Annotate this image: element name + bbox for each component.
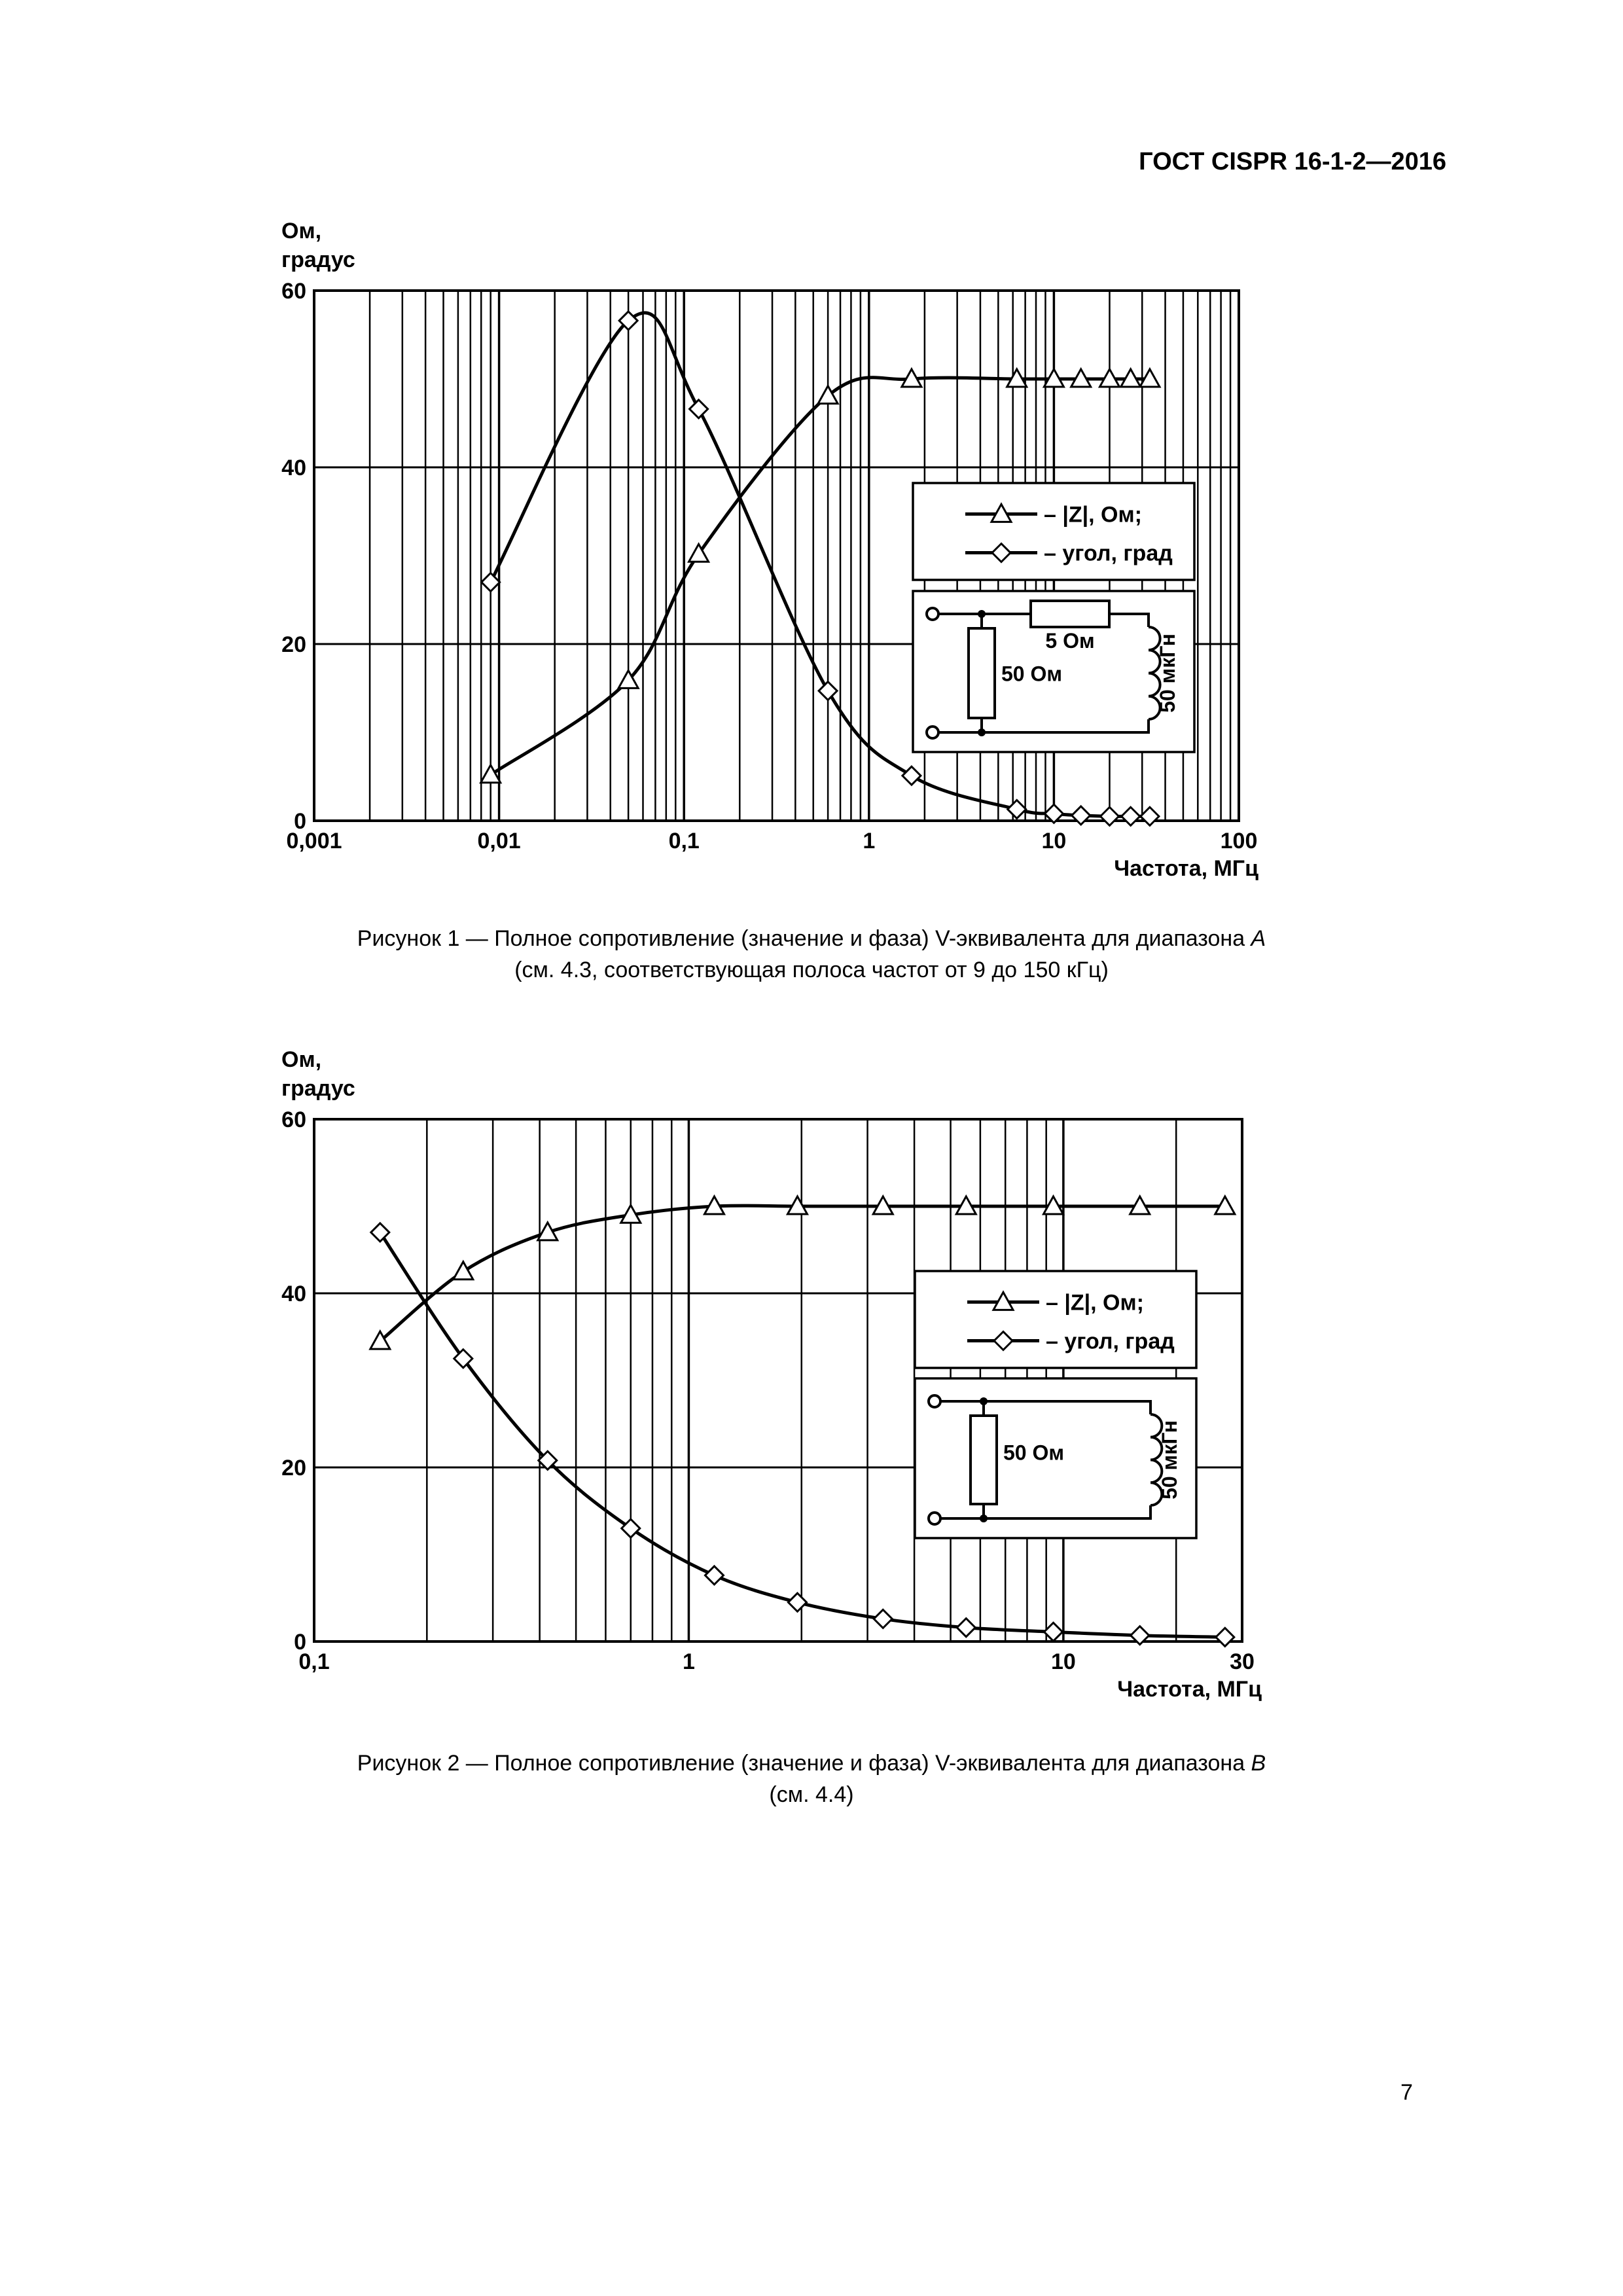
figure-2-caption-range: B bbox=[1251, 1751, 1266, 1776]
chart-1-diamond-point bbox=[690, 400, 708, 418]
chart-1-x-axis-label: Частота, МГц bbox=[1114, 856, 1258, 881]
figure-1-caption-prefix: Рисунок 1 — Полное сопротивление (значение и фаза) V-эквивалента для диапазона bbox=[357, 926, 1251, 951]
chart-1-x-tick-label: 10 bbox=[1041, 829, 1067, 853]
chart-1-y-tick-label: 60 bbox=[281, 279, 306, 304]
chart-1-series-resistor-label: 5 Ом bbox=[1045, 629, 1095, 653]
chart-1-x-tick-label: 100 bbox=[1220, 829, 1258, 853]
chart-1-shunt-resistor-label: 50 Ом bbox=[1001, 662, 1063, 686]
chart-2-terminal-top bbox=[929, 1395, 940, 1407]
chart-2-circuit-diagram bbox=[915, 1378, 1196, 1538]
chart-2-x-tick-label: 0,1 bbox=[298, 1649, 330, 1674]
chart-1-x-tick-label: 0,01 bbox=[477, 829, 521, 853]
figure-1-caption-line2: (см. 4.3, соответствующая полоса частот от 9 до 150 кГц) bbox=[514, 958, 1109, 982]
chart-1-series-resistor bbox=[1031, 601, 1109, 627]
chart-2-y-tick-label: 60 bbox=[281, 1107, 306, 1132]
chart-2-x-tick-label: 10 bbox=[1050, 1649, 1076, 1674]
chart-2-triangle-point bbox=[454, 1262, 473, 1280]
chart-2-y-axis-label-line2: градус bbox=[281, 1076, 355, 1101]
chart-2-shunt-resistor bbox=[971, 1416, 997, 1504]
chart-2-impedance-range-b bbox=[281, 1047, 1262, 1702]
chart-1-shunt-resistor bbox=[969, 628, 995, 718]
chart-1-diamond-point bbox=[482, 573, 500, 592]
chart-2-diamond-point bbox=[705, 1566, 723, 1585]
chart-1-inductor-label: 50 мкГн bbox=[1156, 634, 1179, 713]
chart-2-y-axis-label-line1: Ом, bbox=[281, 1047, 322, 1072]
chart-1-legend-angle-label: – угол, град bbox=[1044, 541, 1173, 566]
figure-1-caption-line1 bbox=[196, 923, 1427, 954]
chart-2-x-tick-label: 30 bbox=[1230, 1649, 1255, 1674]
chart-2-y-tick-label: 40 bbox=[281, 1282, 306, 1306]
chart-1-legend-z-label: – |Z|, Ом; bbox=[1044, 502, 1142, 528]
chart-2-diamond-point bbox=[1216, 1628, 1234, 1646]
chart-2-y-tick-label: 20 bbox=[281, 1456, 306, 1480]
chart-1-diamond-point bbox=[1141, 807, 1159, 825]
chart-2-inductor-label: 50 мкГн bbox=[1158, 1420, 1181, 1499]
chart-2-shunt-resistor-label: 50 Ом bbox=[1003, 1441, 1065, 1465]
chart-1-x-tick-label: 0,001 bbox=[286, 829, 342, 853]
chart-2-diamond-point bbox=[874, 1609, 892, 1628]
chart-2-legend-z-label: – |Z|, Ом; bbox=[1046, 1290, 1144, 1316]
chart-1-diamond-point bbox=[1008, 800, 1026, 818]
chart-1-circuit-diagram bbox=[913, 591, 1194, 752]
document-id: ГОСТ CISPR 16-1-2—2016 bbox=[1139, 148, 1446, 175]
chart-1-terminal-top bbox=[927, 608, 938, 620]
chart-1-diamond-point bbox=[819, 682, 837, 700]
chart-1-y-tick-label: 20 bbox=[281, 632, 306, 657]
figure-1-caption-range: A bbox=[1251, 926, 1266, 951]
chart-2-diamond-point bbox=[788, 1593, 806, 1611]
chart-2-terminal-bottom bbox=[929, 1513, 940, 1524]
figure-2-caption-line1 bbox=[196, 1748, 1427, 1779]
figure-2-caption-prefix: Рисунок 2 — Полное сопротивление (значение и фаза) V-эквивалента для диапазона bbox=[357, 1751, 1251, 1776]
chart-1-y-axis-label-line1: Ом, bbox=[281, 219, 322, 243]
chart-2-legend-angle-label: – угол, град bbox=[1046, 1329, 1175, 1354]
chart-1-y-tick-label: 40 bbox=[281, 456, 306, 480]
chart-1-terminal-bottom bbox=[927, 726, 938, 738]
chart-1-diamond-point bbox=[1122, 807, 1140, 825]
chart-2-diamond-point bbox=[957, 1619, 975, 1637]
figure-1-caption bbox=[196, 923, 1427, 986]
chart-2-y-tick-label: 0 bbox=[294, 1630, 306, 1655]
chart-1-x-tick-label: 0,1 bbox=[668, 829, 700, 853]
chart-2-diamond-point bbox=[371, 1223, 389, 1242]
chart-1-x-tick-label: 1 bbox=[863, 829, 876, 853]
figure-2-caption-line2: (см. 4.4) bbox=[769, 1782, 854, 1807]
chart-1-impedance-range-a bbox=[281, 219, 1258, 881]
figure-2-caption bbox=[196, 1748, 1427, 1810]
chart-1-y-axis-label-line2: градус bbox=[281, 247, 355, 272]
chart-2-x-axis-label: Частота, МГц bbox=[1117, 1677, 1262, 1702]
page-number: 7 bbox=[1400, 2080, 1413, 2105]
chart-1-triangle-point bbox=[481, 765, 501, 783]
chart-1-diamond-point bbox=[1100, 807, 1118, 825]
chart-1-diamond-point bbox=[902, 766, 921, 785]
chart-2-x-tick-label: 1 bbox=[682, 1649, 695, 1674]
chart-1-y-tick-label: 0 bbox=[294, 809, 306, 834]
